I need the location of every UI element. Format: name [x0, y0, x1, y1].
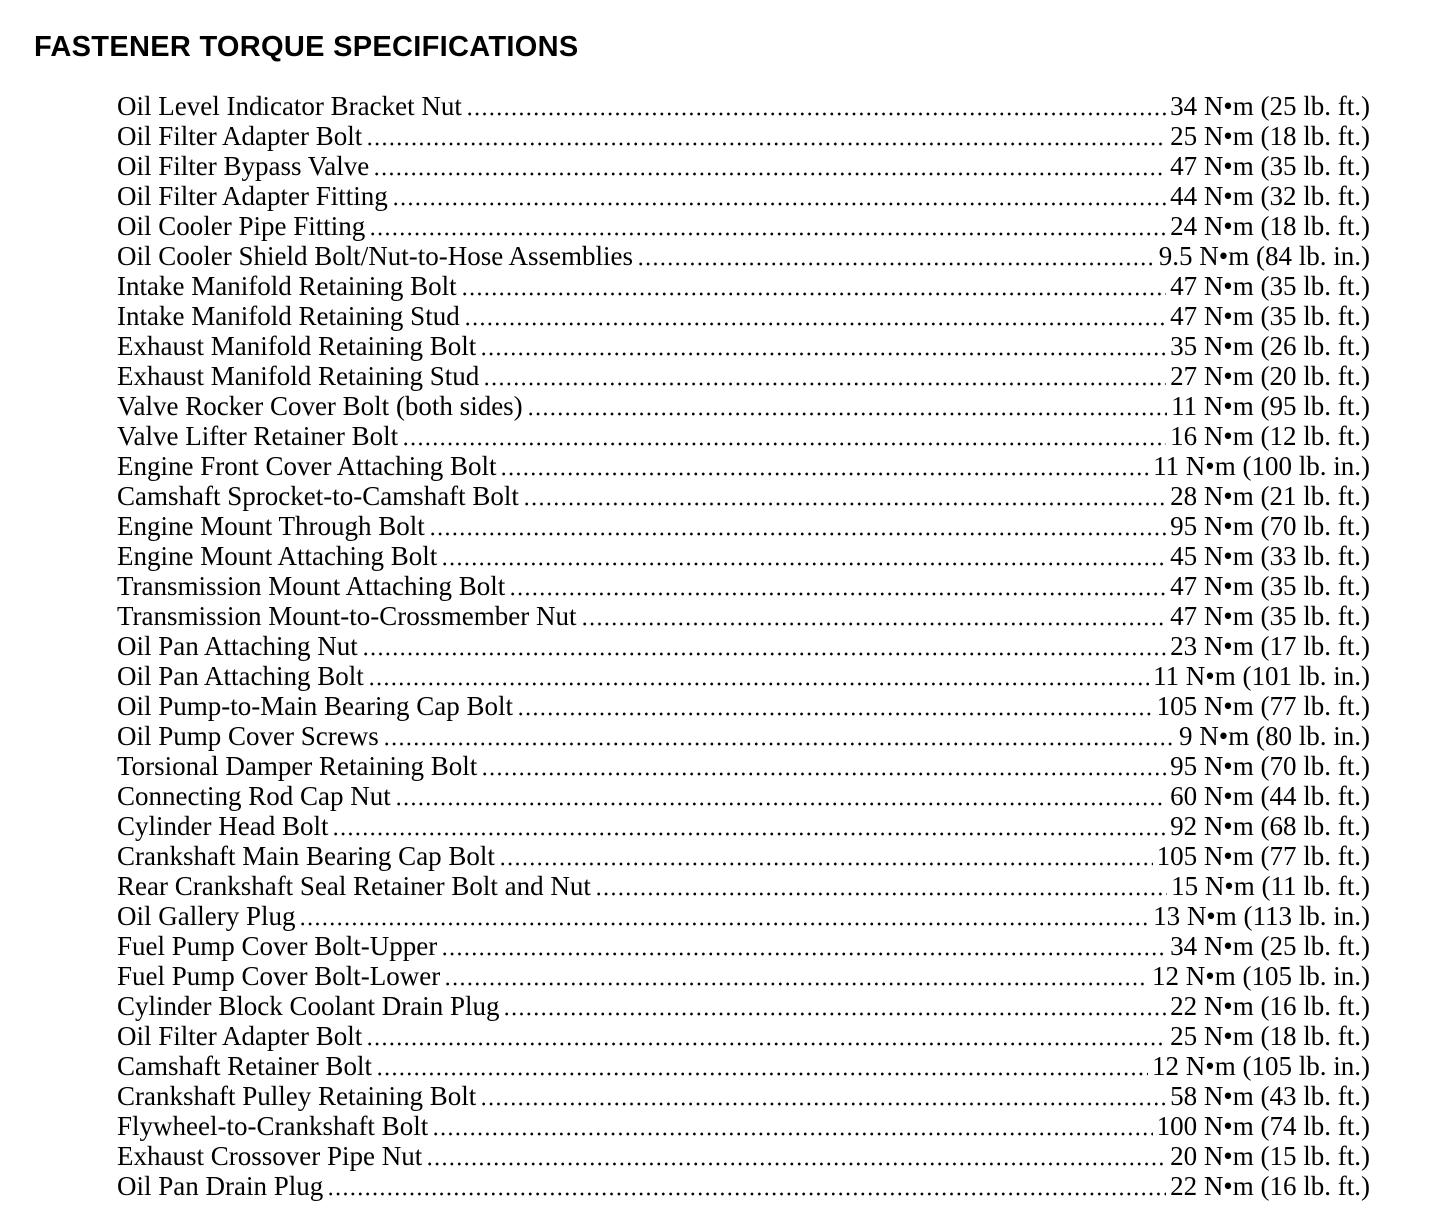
- spec-row: [117, 1111, 1370, 1141]
- dot-leader: [362, 652, 1166, 656]
- fastener-name: Oil Level Indicator Bracket Nut: [117, 91, 462, 121]
- torque-value: 47 N•m (35 lb. ft.): [1170, 571, 1370, 601]
- torque-value: 100 N•m (74 lb. ft.): [1156, 1111, 1370, 1141]
- torque-value: 16 N•m (12 lb. ft.): [1170, 421, 1370, 451]
- torque-value: 105 N•m (77 lb. ft.): [1156, 841, 1370, 871]
- spec-row: [117, 781, 1370, 811]
- fastener-name: Oil Pan Drain Plug: [117, 1171, 324, 1201]
- dot-leader: [366, 1042, 1166, 1046]
- spec-row: [117, 1171, 1370, 1201]
- spec-row: [117, 541, 1370, 571]
- torque-value: 35 N•m (26 lb. ft.): [1170, 331, 1370, 361]
- fastener-name: Fuel Pump Cover Bolt-Upper: [117, 931, 438, 961]
- fastener-name: Cylinder Block Coolant Drain Plug: [117, 991, 500, 1021]
- spec-row: [117, 331, 1370, 361]
- torque-value: 105 N•m (77 lb. ft.): [1156, 691, 1370, 721]
- torque-value: 11 N•m (100 lb. in.): [1153, 451, 1370, 481]
- spec-row: [117, 391, 1370, 421]
- spec-row: [117, 631, 1370, 661]
- spec-row: [117, 481, 1370, 511]
- dot-leader: [517, 712, 1153, 716]
- torque-value: 25 N•m (18 lb. ft.): [1170, 1021, 1370, 1051]
- fastener-name: Oil Pump-to-Main Bearing Cap Bolt: [117, 691, 513, 721]
- fastener-name: Fuel Pump Cover Bolt-Lower: [117, 961, 441, 991]
- dot-leader: [373, 172, 1166, 176]
- dot-leader: [441, 562, 1166, 566]
- dot-leader: [392, 202, 1166, 206]
- spec-row: [117, 661, 1370, 691]
- dot-leader: [500, 472, 1149, 476]
- fastener-name: Valve Rocker Cover Bolt (both sides): [117, 391, 523, 421]
- fastener-name: Engine Front Cover Attaching Bolt: [117, 451, 497, 481]
- torque-value: 47 N•m (35 lb. ft.): [1170, 601, 1370, 631]
- spec-row: [117, 421, 1370, 451]
- spec-row: [117, 361, 1370, 391]
- torque-value: 47 N•m (35 lb. ft.): [1170, 151, 1370, 181]
- fastener-name: Valve Lifter Retainer Bolt: [117, 421, 399, 451]
- dot-leader: [499, 862, 1153, 866]
- dot-leader: [402, 442, 1166, 446]
- spec-row: [117, 601, 1370, 631]
- torque-value: 58 N•m (43 lb. ft.): [1170, 1081, 1370, 1111]
- torque-value: 13 N•m (113 lb. in.): [1153, 901, 1370, 931]
- spec-row: [117, 181, 1370, 211]
- torque-value: 24 N•m (18 lb. ft.): [1170, 211, 1370, 241]
- spec-row: [117, 721, 1370, 751]
- fastener-name: Rear Crankshaft Seal Retainer Bolt and Nut: [117, 871, 591, 901]
- torque-value: 47 N•m (35 lb. ft.): [1170, 301, 1370, 331]
- fastener-name: Oil Filter Adapter Bolt: [117, 1021, 363, 1051]
- fastener-name: Cylinder Head Bolt: [117, 811, 329, 841]
- spec-row: [117, 1021, 1370, 1051]
- fastener-name: Connecting Rod Cap Nut: [117, 781, 391, 811]
- fastener-name: Camshaft Retainer Bolt: [117, 1051, 372, 1081]
- spec-row: [117, 571, 1370, 601]
- torque-value: 12 N•m (105 lb. in.): [1152, 1051, 1370, 1081]
- dot-leader: [444, 982, 1148, 986]
- dot-leader: [441, 952, 1166, 956]
- torque-value: 34 N•m (25 lb. ft.): [1170, 91, 1370, 121]
- fastener-name: Oil Pan Attaching Bolt: [117, 661, 364, 691]
- fastener-name: Engine Mount Through Bolt: [117, 511, 425, 541]
- dot-leader: [426, 1162, 1166, 1166]
- fastener-name: Oil Filter Adapter Bolt: [117, 121, 363, 151]
- spec-row: [117, 901, 1370, 931]
- fastener-name: Oil Pump Cover Screws: [117, 721, 379, 751]
- fastener-name: Exhaust Manifold Retaining Stud: [117, 361, 480, 391]
- dot-leader: [527, 412, 1167, 416]
- spec-row: [117, 241, 1370, 271]
- spec-row: [117, 271, 1370, 301]
- dot-leader: [595, 892, 1167, 896]
- dot-leader: [429, 532, 1166, 536]
- dot-leader: [481, 772, 1166, 776]
- spec-row: [117, 1051, 1370, 1081]
- fastener-name: Oil Gallery Plug: [117, 901, 296, 931]
- spec-row: [117, 811, 1370, 841]
- torque-value: 25 N•m (18 lb. ft.): [1170, 121, 1370, 151]
- page-title: FASTENER TORQUE SPECIFICATIONS: [34, 31, 579, 63]
- fastener-name: Crankshaft Pulley Retaining Bolt: [117, 1081, 477, 1111]
- dot-leader: [483, 382, 1166, 386]
- fastener-name: Exhaust Manifold Retaining Bolt: [117, 331, 477, 361]
- dot-leader: [466, 112, 1166, 116]
- spec-row: [117, 751, 1370, 781]
- fastener-name: Torsional Damper Retaining Bolt: [117, 751, 478, 781]
- torque-value: 22 N•m (16 lb. ft.): [1170, 991, 1370, 1021]
- spec-row: [117, 451, 1370, 481]
- torque-value: 95 N•m (70 lb. ft.): [1170, 751, 1370, 781]
- torque-spec-list: [117, 91, 1370, 1201]
- fastener-name: Exhaust Crossover Pipe Nut: [117, 1141, 423, 1171]
- torque-value: 95 N•m (70 lb. ft.): [1170, 511, 1370, 541]
- spec-row: [117, 1081, 1370, 1111]
- torque-value: 27 N•m (20 lb. ft.): [1170, 361, 1370, 391]
- dot-leader: [332, 832, 1166, 836]
- spec-row: [117, 991, 1370, 1021]
- dot-leader: [480, 352, 1166, 356]
- dot-leader: [299, 922, 1149, 926]
- spec-row: [117, 841, 1370, 871]
- dot-leader: [464, 322, 1166, 326]
- torque-value: 22 N•m (16 lb. ft.): [1170, 1171, 1370, 1201]
- torque-value: 12 N•m (105 lb. in.): [1152, 961, 1370, 991]
- torque-value: 23 N•m (17 lb. ft.): [1170, 631, 1370, 661]
- fastener-name: Transmission Mount Attaching Bolt: [117, 571, 506, 601]
- fastener-name: Oil Pan Attaching Nut: [117, 631, 358, 661]
- fastener-name: Intake Manifold Retaining Stud: [117, 301, 460, 331]
- spec-row: [117, 511, 1370, 541]
- torque-value: 34 N•m (25 lb. ft.): [1170, 931, 1370, 961]
- torque-value: 20 N•m (15 lb. ft.): [1170, 1141, 1370, 1171]
- dot-leader: [327, 1192, 1166, 1196]
- torque-value: 11 N•m (95 lb. ft.): [1171, 391, 1370, 421]
- torque-value: 44 N•m (32 lb. ft.): [1170, 181, 1370, 211]
- fastener-name: Oil Filter Adapter Fitting: [117, 181, 388, 211]
- fastener-name: Oil Filter Bypass Valve: [117, 151, 370, 181]
- dot-leader: [383, 742, 1175, 746]
- spec-row: [117, 211, 1370, 241]
- torque-value: 15 N•m (11 lb. ft.): [1171, 871, 1370, 901]
- dot-leader: [376, 1072, 1148, 1076]
- spec-row: [117, 301, 1370, 331]
- torque-value: 47 N•m (35 lb. ft.): [1170, 271, 1370, 301]
- spec-row: [117, 931, 1370, 961]
- dot-leader: [523, 502, 1166, 506]
- fastener-name: Oil Cooler Pipe Fitting: [117, 211, 366, 241]
- dot-leader: [368, 682, 1149, 686]
- spec-row: [117, 151, 1370, 181]
- dot-leader: [366, 142, 1166, 146]
- spec-row: [117, 691, 1370, 721]
- torque-value: 11 N•m (101 lb. in.): [1153, 661, 1370, 691]
- fastener-name: Engine Mount Attaching Bolt: [117, 541, 438, 571]
- spec-row: [117, 961, 1370, 991]
- dot-leader: [461, 292, 1166, 296]
- dot-leader: [503, 1012, 1166, 1016]
- spec-row: [117, 1141, 1370, 1171]
- spec-row: [117, 121, 1370, 151]
- dot-leader: [432, 1132, 1152, 1136]
- fastener-name: Flywheel-to-Crankshaft Bolt: [117, 1111, 429, 1141]
- torque-value: 9 N•m (80 lb. in.): [1179, 721, 1370, 751]
- torque-value: 92 N•m (68 lb. ft.): [1170, 811, 1370, 841]
- fastener-name: Crankshaft Main Bearing Cap Bolt: [117, 841, 495, 871]
- dot-leader: [581, 622, 1167, 626]
- spec-row: [117, 871, 1370, 901]
- dot-leader: [395, 802, 1166, 806]
- spec-row: [117, 91, 1370, 121]
- torque-value: 60 N•m (44 lb. ft.): [1170, 781, 1370, 811]
- fastener-name: Oil Cooler Shield Bolt/Nut-to-Hose Assemblies: [117, 241, 633, 271]
- fastener-name: Intake Manifold Retaining Bolt: [117, 271, 457, 301]
- dot-leader: [509, 592, 1166, 596]
- torque-value: 28 N•m (21 lb. ft.): [1170, 481, 1370, 511]
- fastener-name: Transmission Mount-to-Crossmember Nut: [117, 601, 577, 631]
- torque-value: 9.5 N•m (84 lb. in.): [1158, 241, 1370, 271]
- torque-value: 45 N•m (33 lb. ft.): [1170, 541, 1370, 571]
- fastener-name: Camshaft Sprocket-to-Camshaft Bolt: [117, 481, 519, 511]
- dot-leader: [480, 1102, 1166, 1106]
- dot-leader: [637, 262, 1155, 266]
- dot-leader: [369, 232, 1166, 236]
